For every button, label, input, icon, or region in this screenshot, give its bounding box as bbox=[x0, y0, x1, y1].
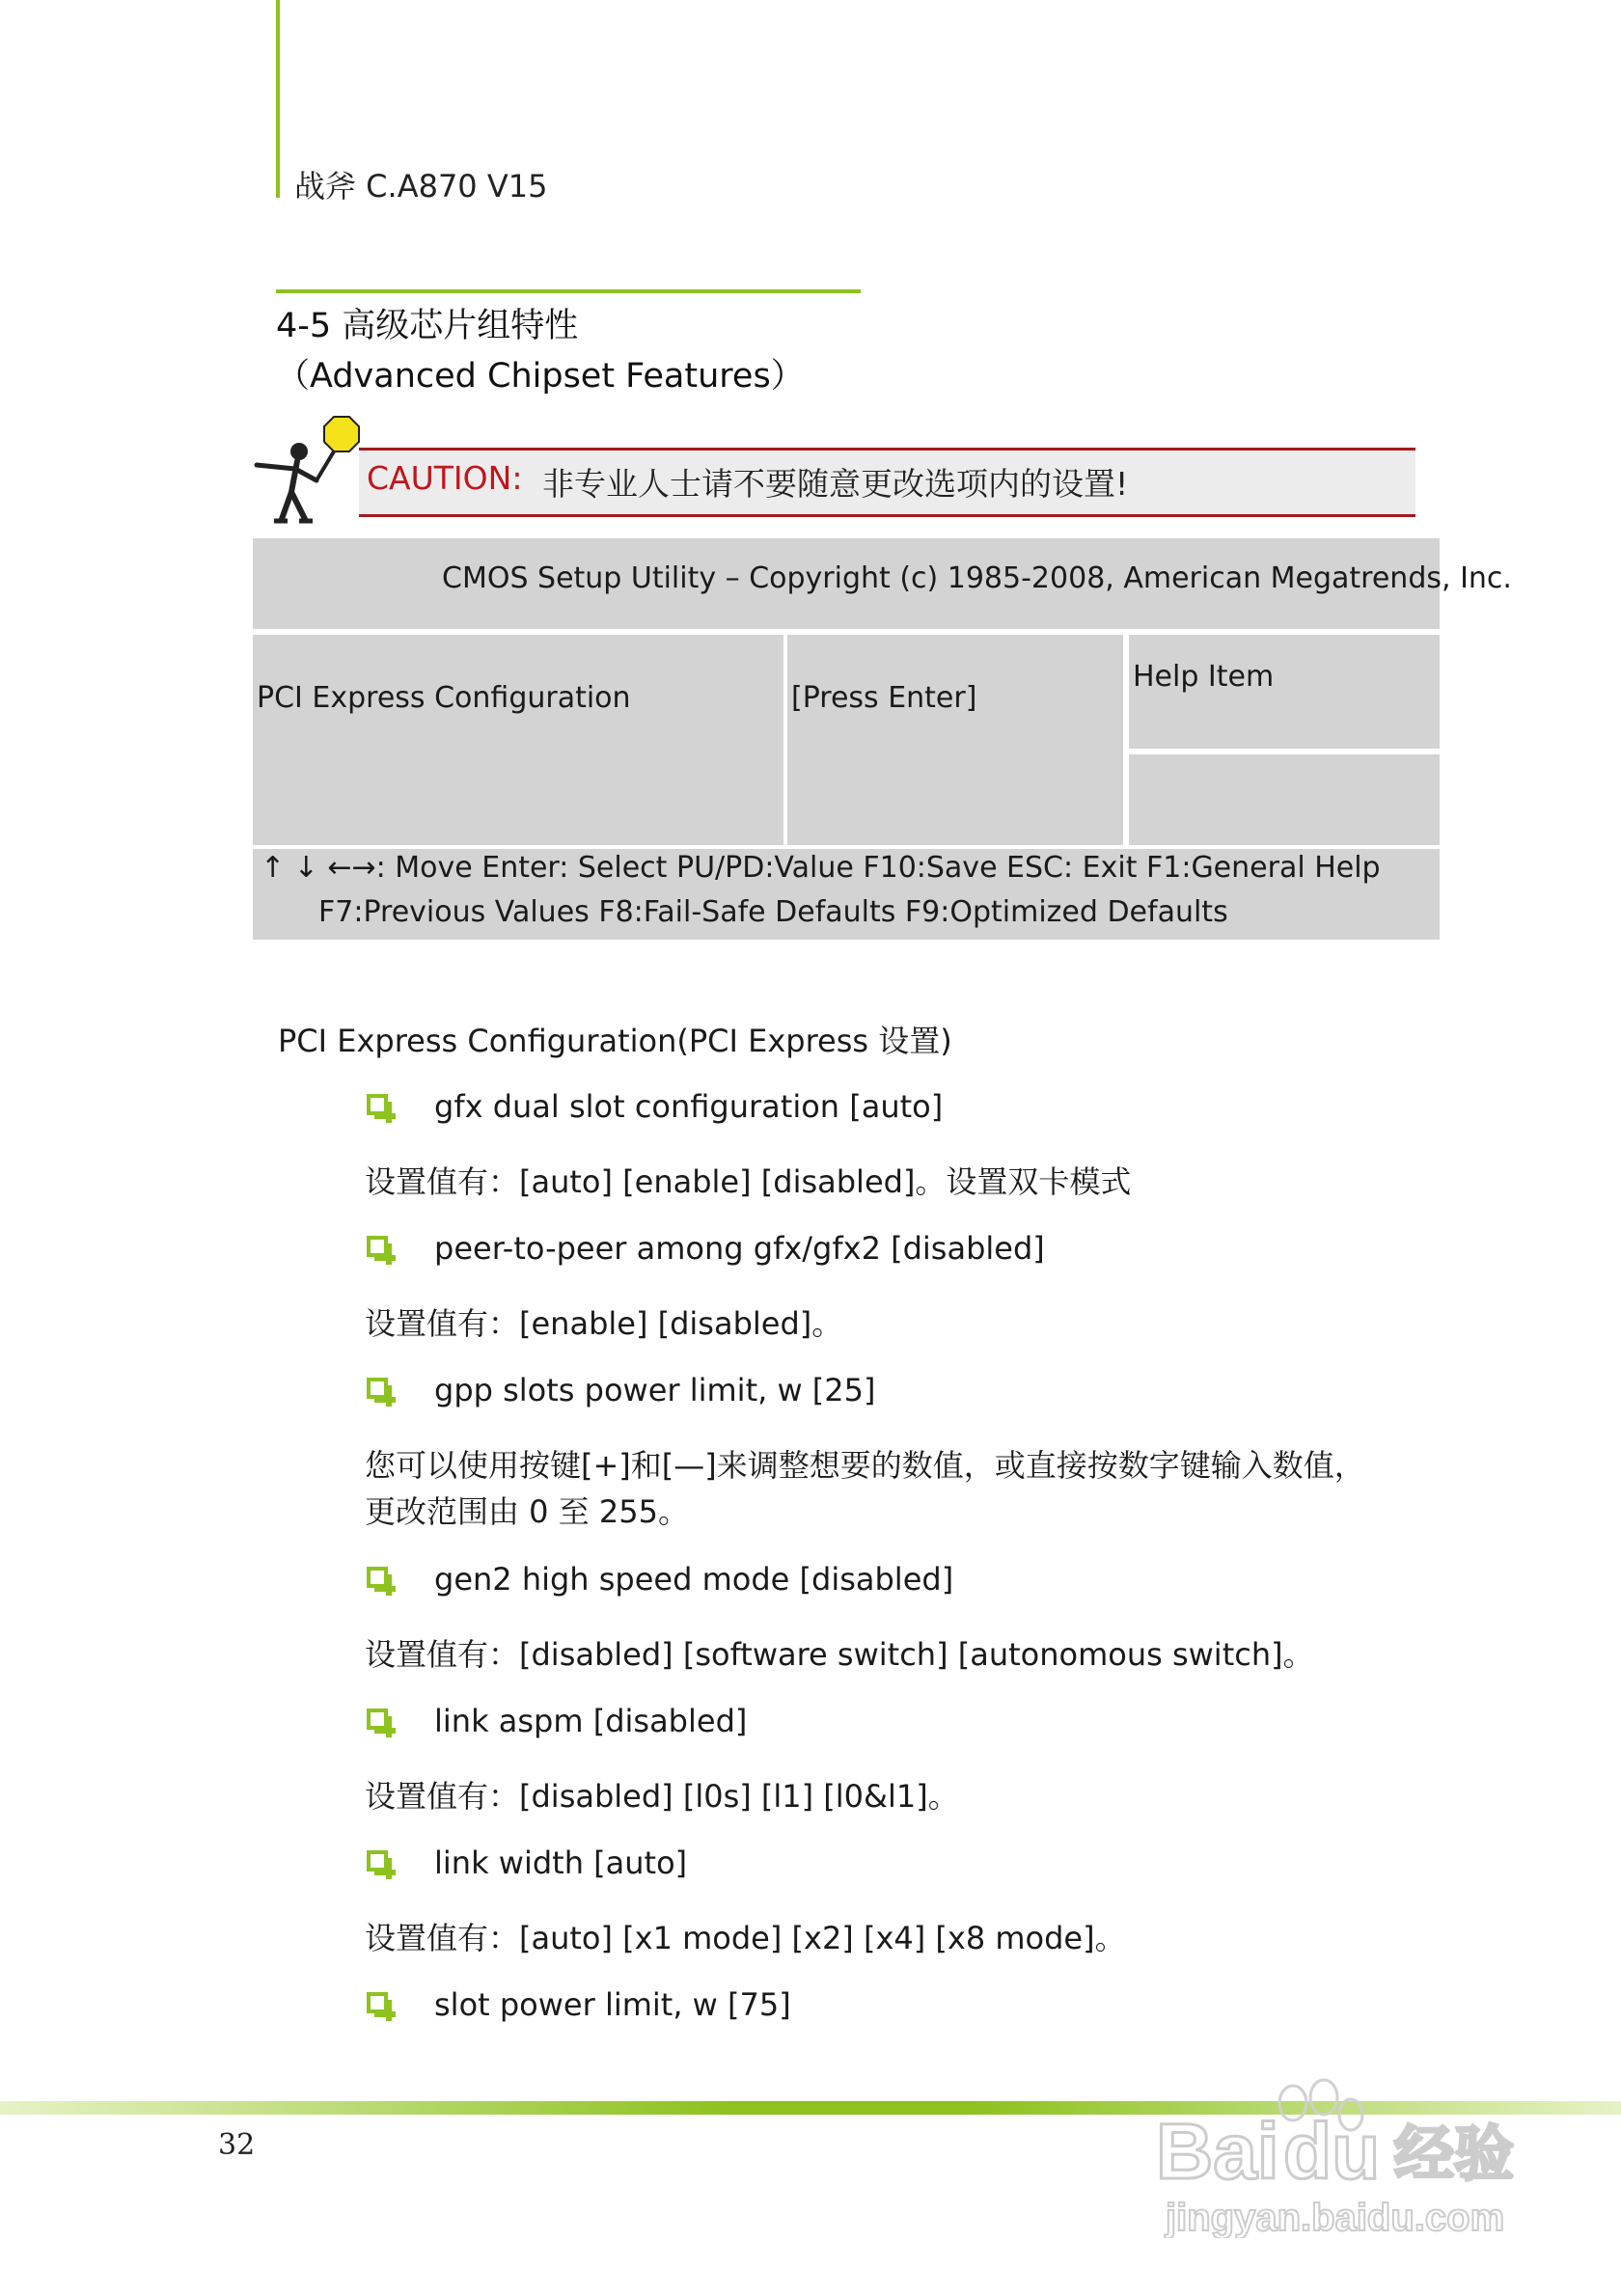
bios-footer-line1: ↑ ↓ ←→: Move Enter: Select PU/PD:Value F10:Save ESC: Exit F1:General Help bbox=[261, 851, 1381, 885]
option-item: gpp slots power limit, w [25] bbox=[434, 1372, 876, 1408]
bios-title: CMOS Setup Utility – Copyright (c) 1985-2008, American Megatrends, Inc. bbox=[442, 561, 1512, 595]
section-title-cn: 4-5 高级芯片组特性 bbox=[276, 307, 579, 345]
option-item: link aspm [disabled] bbox=[434, 1703, 748, 1739]
svg-text:经验: 经验 bbox=[1394, 2118, 1515, 2189]
bios-item-value-cell[interactable] bbox=[787, 635, 1123, 845]
caution-label: CAUTION: bbox=[367, 459, 523, 497]
page-number: 32 bbox=[218, 2128, 256, 2162]
checkbox-bullet-icon bbox=[367, 1378, 388, 1399]
checkbox-bullet-icon bbox=[367, 1850, 388, 1872]
checkbox-bullet-icon bbox=[367, 1094, 388, 1115]
checkbox-bullet-icon bbox=[367, 1236, 388, 1257]
svg-text:du: du bbox=[1283, 2108, 1381, 2196]
bios-help-content bbox=[1129, 754, 1440, 845]
option-desc: 设置值有：[disabled] [l0s] [l1] [l0&l1]。 bbox=[365, 1778, 959, 1815]
caution-figure-icon bbox=[249, 413, 369, 527]
content-heading: PCI Express Configuration(PCI Express 设置) bbox=[278, 1023, 952, 1059]
checkbox-bullet-icon bbox=[367, 1567, 388, 1588]
svg-text:jingyan.baidu.com: jingyan.baidu.com bbox=[1166, 2197, 1505, 2238]
baidu-jingyan-watermark-logo bbox=[1148, 2064, 1534, 2238]
option-item: peer-to-peer among gfx/gfx2 [disabled] bbox=[434, 1230, 1045, 1267]
caution-text: 非专业人士请不要随意更改选项内的设置! bbox=[542, 465, 1129, 503]
section-title-en: （Advanced Chipset Features） bbox=[276, 357, 805, 396]
option-item: gfx dual slot configuration [auto] bbox=[434, 1088, 944, 1125]
option-item: gen2 high speed mode [disabled] bbox=[434, 1561, 954, 1598]
section-rule bbox=[276, 289, 861, 293]
checkbox-bullet-icon bbox=[367, 1992, 388, 2013]
bios-item-value: [Press Enter] bbox=[791, 681, 977, 715]
option-desc: 您可以使用按键[+]和[—]来调整想要的数值，或直接按数字键输入数值， bbox=[365, 1447, 1365, 1484]
option-desc-cont: 更改范围由 0 至 255。 bbox=[365, 1493, 689, 1530]
header-title: 战斧 C.A870 V15 bbox=[294, 168, 548, 205]
checkbox-bullet-icon bbox=[367, 1708, 388, 1730]
option-desc: 设置值有：[auto] [x1 mode] [x2] [x4] [x8 mode]。 bbox=[365, 1920, 1126, 1956]
bios-help-label: Help Item bbox=[1133, 660, 1275, 694]
bios-setup-panel bbox=[253, 538, 1512, 940]
bios-item-name-cell[interactable] bbox=[253, 635, 783, 845]
option-item: slot power limit, w [75] bbox=[434, 1986, 791, 2023]
option-desc: 设置值有：[enable] [disabled]。 bbox=[365, 1305, 843, 1342]
bios-item-name: PCI Express Configuration bbox=[257, 681, 631, 715]
header-accent-line bbox=[276, 0, 280, 198]
option-desc: 设置值有：[auto] [enable] [disabled]。设置双卡模式 bbox=[365, 1163, 1132, 1200]
option-desc: 设置值有：[disabled] [software switch] [autonomous switch]。 bbox=[365, 1636, 1314, 1673]
bios-footer-line2: F7:Previous Values F8:Fail-Safe Defaults F9:Optimized Defaults bbox=[318, 895, 1228, 929]
section-title bbox=[276, 301, 805, 401]
option-item: link width [auto] bbox=[434, 1845, 688, 1881]
svg-text:Bai: Bai bbox=[1156, 2108, 1279, 2196]
